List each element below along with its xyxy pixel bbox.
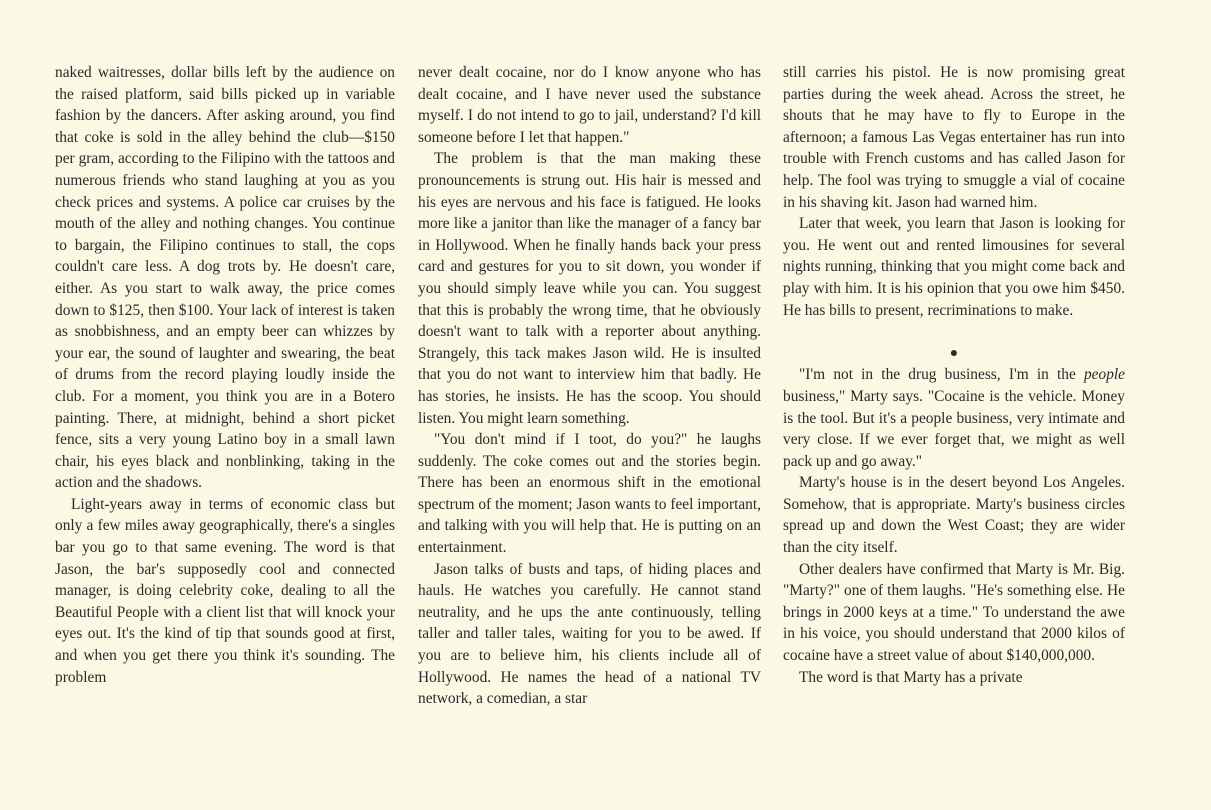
paragraph: naked waitresses, dollar bills left by the audience on the raised platform, said bills picked up in variable fashion by the dancers. After asking around, you find that coke is sold in the alley behind the club—$150 per gram, according to the Filipino with the tattoos and numerous friends who stand laughing at you as you check prices and systems. A police car cruises by the mouth of the alley and nothing changes. You continue to bargain, the Filipino continues to stall, the cops couldn't care less. A dog trots by. He doesn't care, either. As you start to walk away, the price comes down to $125, then $100. Your lack of interest is taken as snobbishness, and an empty beer can whizzes by your ear, the sound of laughter and swearing, the beat of drums from the record playing loudly inside the club. For a moment, you think you are in a Botero painting. There, at midnight, behind a short picket fence, sits a very young Latino boy in a small lawn chair, his eyes black and nonblinking, taking in the action and the shadows.	[55, 64, 395, 492]
paragraph: Other dealers have confirmed that Marty is Mr. Big. "Marty?" one of them laughs. "He's something else. He brings in 2000 keys at a time." To understand the awe in his voice, you should understand that 2000 kilos of cocaine have a street value of about $140,000,000.	[783, 560, 1125, 665]
paragraph: still carries his pistol. He is now promising great parties during the week ahead. Across the street, he shouts that he may have to fly to Europe in the afternoon; a famous Las Vegas entertainer has run into trouble with French customs and has called Jason for help. The fool was trying to smuggle a vial of cocaine in his shaving kit. Jason had warned him.	[783, 64, 1125, 211]
text-column-3	[783, 62, 1125, 810]
emphasis: people	[1083, 366, 1125, 384]
paragraph: Later that week, you learn that Jason is looking for you. He went out and rented limousines for several nights running, thinking that you might come back and play with him. It is his opinion that you owe him $450. He has bills to present, recriminations to make.	[783, 215, 1125, 319]
text-column-1	[55, 62, 395, 810]
paragraph: Light-years away in terms of economic class but only a few miles away geographically, there's a singles bar you go to that same evening. The word is that Jason, the bar's supposedly cool and connected manager, is doing celebrity coke, dealing to all the Beautiful People with a client list that will knock your eyes out. It's the kind of tip that sounds good at first, and when you get there you think it's sounding. The problem	[55, 495, 395, 686]
paragraph: never dealt cocaine, nor do I know anyone who has dealt cocaine, and I have never used the substance myself. I do not intend to go to jail, understand? I'd kill someone before I let that happen."	[418, 64, 761, 146]
section-break-bullet: ●	[949, 345, 959, 361]
paragraph: "You don't mind if I toot, do you?" he laughs suddenly. The coke comes out and the stories begin. There has been an enormous shift in the emotional spectrum of the moment; Jason wants to feel important, and talking with you will help that. He is putting on an entertainment.	[418, 431, 761, 557]
paragraph: The problem is that the man making these pronouncements is strung out. His hair is messed and his eyes are nervous and his face is fatigued. He looks more like a janitor than like the manager of a fancy bar in Hollywood. When he finally hands back your press card and gestures for you to sit down, you wonder if you should simply leave while you can. You suggest that this is probably the wrong time, that he obviously doesn't want to talk with a reporter about anything. Strangely, this tack makes Jason wild. He is insulted that you do not want to interview him that badly. He has stories, he insists. He has the scoop. You should listen. You might learn something.	[418, 150, 761, 427]
paragraph: The word is that Marty has a private	[799, 668, 1023, 686]
paragraph: Jason talks of busts and taps, of hiding places and hauls. He watches you carefully. He cannot stand neutrality, and he ups the ante continuously, telling taller and taller tales, waiting for you to be awed. If you are to believe him, his clients include all of Hollywood. He names the head of a national TV network, a comedian, a star	[418, 560, 761, 708]
paragraph: Marty's house is in the desert beyond Los Angeles. Somehow, that is appropriate. Marty's business circles spread up and down the West Coast; they are wider than the city itself.	[783, 474, 1125, 557]
paragraph: "I'm not in the drug business, I'm in the people business," Marty says. "Cocaine is the vehicle. Money is the tool. But it's a people business, very intimate and very close. If we ever forget that, we might as well pack up and go away."	[783, 366, 1125, 470]
text-column-2	[418, 62, 761, 810]
